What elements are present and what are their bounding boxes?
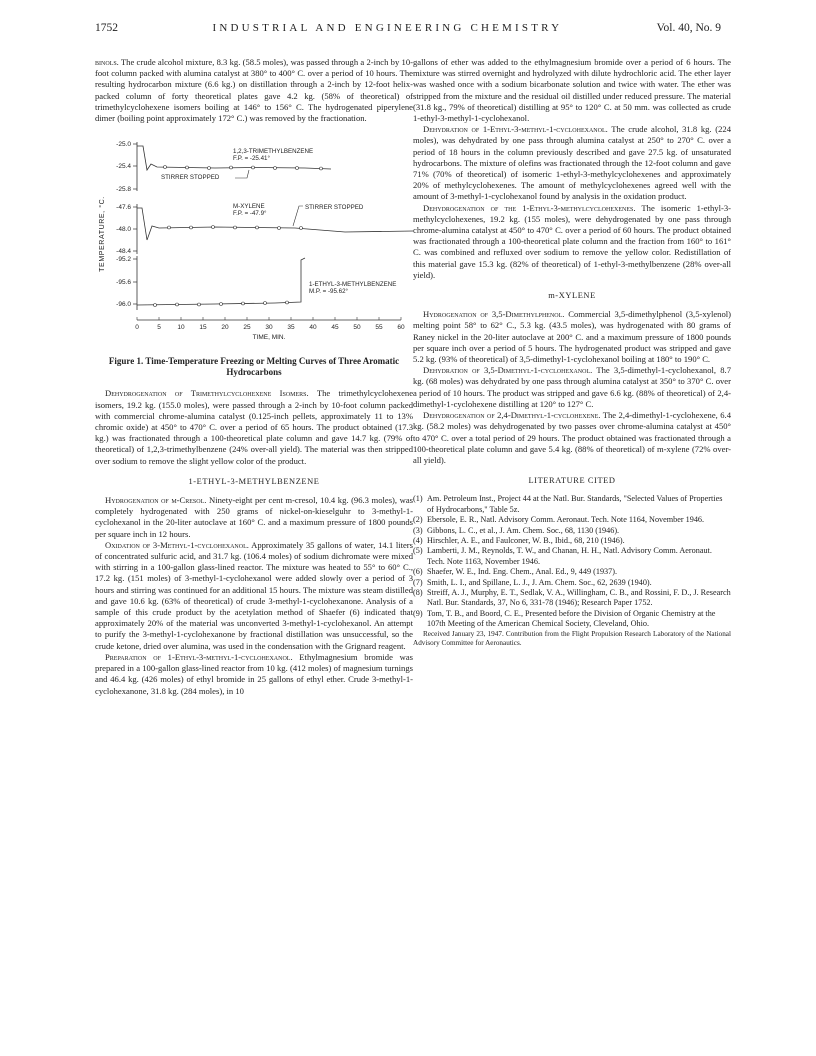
reference-item: (9) Tom, T. B., and Boord, C. E., Presented before the Division of Organic Chemistry at the 107th Meeting of the American Chemical Society, Cleveland, Ohio.: [413, 608, 716, 629]
rp1-lead: Dehydration of 1-Ethyl-3-methyl-1-cyclohexanol.: [423, 124, 608, 135]
panel3-mp: M.P. = -95.62°: [309, 288, 348, 296]
rp5-text: The 2,4-dimethyl-1-cyclohexene, 6.4 kg. (58.2 moles) was dehydrogenated by two passes over chrome-alumina catalyst at 450° to 470° C. over a total period of 29 hours. The product obtained was fractionated through a 100-theoretical plate column and gave 5.4 kg. (88% of theoretical) of m-xylene (72% over-all yield).: [413, 410, 731, 465]
x-tick-5: 5: [157, 324, 161, 332]
right-column: [413, 57, 731, 648]
paragraph-dehydration-ethyl: [413, 124, 731, 202]
x-tick-40: 40: [309, 324, 317, 332]
page-header: [95, 22, 721, 38]
panel2-tick-2: -48.0: [116, 226, 131, 234]
panel3-curve: [137, 258, 305, 305]
panel2-tick-1: -47.6: [116, 204, 131, 212]
panel1-tick-1: -25.0: [116, 141, 131, 149]
x-tick-55: 55: [375, 324, 383, 332]
reference-item: (3) Gibbons, L. C., et al., J. Am. Chem. Soc., 68, 1130 (1946).: [413, 525, 620, 535]
rp4-text: The 3,5-dimethyl-1-cyclohexanol, 8.7 kg. (68 moles) was dehydrated by one pass through alumina catalyst at 350° to 370° C. over a period of 10 hours. The product was stripped and gave 6.6 kg. (88% of theoretical) of 2,4-dimethyl-1-cyclohexene distilling at 120° to 127° C.: [413, 365, 731, 409]
p1-lead: Dehydrogenation of Trimethylcyclohexene Isomers.: [105, 388, 309, 399]
paragraph-dehydrogenation-dmch: [413, 410, 731, 466]
panel1-stirrer: STIRRER STOPPED: [161, 174, 220, 182]
reference-item: (5) Lamberti, J. M., Reynolds, T. W., and Chanan, H. H., Natl. Advisory Comm. Aeronaut. Tech. Note 1163, November 1946.: [413, 546, 712, 566]
x-ticks: [137, 317, 401, 320]
intro-text: The crude alcohol mixture, 8.3 kg. (58.5 moles), was passed through a 2-inch by 10-foot column packed with alumina catalyst at 380° to 400° C. over a period of 10 hours. The resulting hydrocarbon mixture (6.6 kg.) on distillation through a 2-inch by 12-foot helix-packed column of forty theoretical plates gave 4.2 kg. (58% of theoretical) of trimethylcyclohexene isomers boiling at 146° to 156° C. The hydrogenated piperylene dimer (boiling point approximately 172° C.) was removed by the fractionation.: [95, 57, 413, 124]
page-number: 1752: [95, 22, 118, 34]
x-tick-45: 45: [331, 324, 339, 332]
paragraph-continued: gallons of ether was added to the ethylmagnesium bromide over a period of 6 hours. The mixture was stirred overnight and hydrolyzed with dilute hydrochloric acid. The ether layer was washed once with a sodium bicarbonate solution and twice with water. The ether was stripped from the mixture and the residual oil distilled under reduced pressure. The material (31.8 kg., 79% of theoretical) distilling at 95° to 120° C. at 50 mm. was collected as crude 1-ethyl-3-methyl-1-cyclohexanol.: [413, 57, 731, 124]
panel1-fp: F.P. = -25.41°: [233, 155, 270, 163]
journal-title: INDUSTRIAL AND ENGINEERING CHEMISTRY: [212, 22, 563, 34]
x-tick-30: 30: [265, 324, 273, 332]
panel2-fp: F.P. = -47.9°: [233, 210, 267, 218]
x-tick-25: 25: [243, 324, 251, 332]
section-heading-literature: LITERATURE CITED: [528, 476, 616, 486]
intro-paragraph: [95, 57, 413, 124]
volume-info: Vol. 40, No. 9: [656, 22, 721, 34]
panel2-stirrer: STIRRER STOPPED: [305, 204, 364, 212]
paragraph-oxidation: [95, 540, 413, 652]
panel3-tick-3: -96.0: [116, 301, 131, 309]
p2-lead: Hydrogenation of m-Cresol.: [105, 495, 207, 506]
panel2-curve: [137, 208, 413, 240]
section-heading-ethylmethylbenzene: 1-ETHYL-3-METHYLBENZENE: [188, 476, 320, 486]
freezing-curve-chart: [95, 134, 413, 349]
panel3-markers: [154, 301, 289, 307]
figure-label: Figure 1.: [108, 356, 144, 367]
paragraph-dehydrogenation-ethyl: [413, 203, 731, 281]
intro-lead: binols.: [95, 57, 119, 67]
x-tick-35: 35: [287, 324, 295, 332]
rp5-lead: Dehydrogenation of 2,4-Dimethyl-1-cyclohexene.: [423, 410, 601, 421]
received-note: Received January 23, 1947. Contribution from the Flight Propulsion Research Laboratory of the National Advisory Committee for Aeronautics.: [413, 629, 731, 647]
panel3-tick-2: -95.6: [116, 279, 131, 287]
rp3-lead: Hydrogenation of 3,5-Dimethylphenol.: [423, 309, 565, 320]
chart-ylabel: TEMPERATURE, °C.: [99, 196, 106, 273]
x-tick-50: 50: [353, 324, 361, 332]
reference-item: (6) Shaefer, W. E., Ind. Eng. Chem., Anal. Ed., 9, 449 (1937).: [413, 567, 618, 577]
paragraph-hydrogenation-dmp: [413, 309, 731, 365]
p1-text: The trimethylcyclohexene isomers, 19.2 kg. (155.0 moles), were passed through a 2-inch by 10-foot column packed with commercial chrome-alumina catalyst (0.125-inch pellets, approximately 11 to 13% chromic oxide) at 450° to 470° C. over a period of 65 hours. The product obtained (17.3 kg.) was fractionated through a 100-theoretical plate column and gave 14.7 kg. (79% of theoretical) of 1,2,3-trimethylbenzene (24% over-all yield). The material was then stripped over sodium to remove the slight yellow color of the product.: [95, 388, 414, 466]
rp2-lead: Dehydrogenation of the 1-Ethyl-3-methylcyclohexenes.: [423, 202, 636, 213]
rp1-text: The crude alcohol, 31.8 kg. (224 moles), was dehydrated by one pass through alumina catalyst at 250° to 270° C. over a period of 18 hours in the column previously described and gave 27.5 kg. of unsaturated hydrocarbons. The mixture of olefins was fractionated through the 12-foot column and gave 71% (70% of theoretical) of isomeric 1-ethyl-3-methylcyclohexenes and approximately 20% of methylcyclohexenes. The amount of methylcyclohexenes agreed well with the amount of 3-methyl-1-cyclohexanol found by analysis in the oxidation product.: [413, 124, 731, 202]
p4-lead: Preparation of 1-Ethyl-3-methyl-1-cyclohexanol.: [105, 651, 293, 662]
rp2-text: The isomeric 1-ethyl-3-methylcyclohexenes, 19.2 kg. (155 moles), were dehydrogenated by one pass through chrome-alumina catalyst at 450° to 470° C. over a period of 60 hours. The product obtained was fractionated through a 100-theoretical plate column and the fraction from 160° to 161° C. was combined and refluxed over sodium to remove the yellow color. Redistillation of this material gave 15.3 kg. (82% of theoretical) of 1-ethyl-3-methylbenzene (28% over-all yield).: [413, 202, 731, 280]
figure-1: [95, 134, 413, 378]
reference-item: (8) Streiff, A. J., Murphy, E. T., Sedlak, V. A., Willingham, C. B., and Rossini, F. D., J. Research Natl. Bur. Standards, 37, No 6, 331-78 (1946); Research Paper 1752.: [413, 587, 731, 608]
left-column: [95, 57, 413, 697]
chart-xlabel: TIME, MIN.: [252, 334, 286, 342]
figure-caption: [101, 356, 407, 378]
reference-item: (2) Ebersole, E. R., Natl. Advisory Comm. Aeronaut. Tech. Note 1164, November 1946.: [413, 515, 705, 525]
panel1-label: 1,2,3-TRIMETHYLBENZENE: [233, 148, 314, 156]
reference-item: (4) Hirschler, A. E., and Faulconer, W. B., Ibid., 68, 210 (1946).: [413, 535, 625, 545]
p3-text: Approximately 35 gallons of water, 14.1 liters of concentrated sulfuric acid, and 31.7 kg. (106.4 moles) of sodium dichromate were mixed with stirring in a 100-gallon glass-lined reactor. The mixture was heated to 55° to 60° C., 17.2 kg. (151 moles) of 3-methyl-1-cyclohexanol were added slowly over a period of 3 hours and stirring was continued for an additional 15 hours. The mixture was steam distilled and gave 10.6 kg. (63% of theoretical) of crude 3-methyl-1-cyclohexanone. Analysis of a sample of this crude product by the acetylation method of Shaefer (6) indicated that approximately 20% of the material was unconverted 3-methyl-1-cyclohexanol. An attempt to purify the 3-methyl-1-cyclohexanone by fractional distillation was unsuccessful, so the crude ketone, dried over alumina, was used in the condensation with the Grignard reagent.: [95, 539, 413, 651]
x-tick-15: 15: [199, 324, 207, 332]
x-tick-60: 60: [397, 324, 405, 332]
reference-list: [413, 494, 731, 629]
rp3-text: Commercial 3,5-dimethylphenol (3,5-xylenol) melting point 58° to 62° C., 5.3 kg. (43.5 moles), was hydrogenated with 80 grams of Raney nickel in the 20-liter autoclave at 200° C. and a maximum pressure of 1800 pounds per square inch over a period of 5 hours. The hydrogenated product was stripped and gave 5.2 kg. (93% of theoretical) of 3,5-dimethyl-1-cyclohexanol boiling at 180° to 190° C.: [413, 309, 732, 365]
paragraph-hydrogenation-cresol: [95, 495, 413, 540]
panel3-tick-1: -95.2: [116, 256, 131, 264]
panel2-tick-3: -48.4: [116, 248, 131, 256]
x-tick-10: 10: [177, 324, 185, 332]
panel2-label: M-XYLENE: [233, 203, 265, 211]
x-tick-0: 0: [135, 324, 139, 332]
figure-caption-text: Time-Temperature Freezing or Melting Curves of Three Aromatic Hydrocarbons: [145, 356, 400, 378]
rp4-lead: Dehydration of 3,5-Dimethyl-1-cyclohexanol.: [423, 365, 593, 376]
section-heading-mxylene: m-XYLENE: [548, 291, 596, 301]
reference-item: (1) Am. Petroleum Inst., Project 44 at the Natl. Bur. Standards, "Selected Values of Properties of Hydrocarbons," Table 5z.: [413, 494, 723, 514]
paragraph-preparation: [95, 652, 413, 697]
p4-text: Ethylmagnesium bromide was prepared in a 100-gallon glass-lined reactor from 10 kg. (412 moles) of magnesium turnings and 46.4 kg. (426 moles) of ethyl bromide in 25 gallons of ethyl ether. Crude 3-methyl-1-cyclohexanone, 31.8 kg. (284 moles), in 10: [95, 651, 413, 696]
p2-text: Ninety-eight per cent m-cresol, 10.4 kg. (96.3 moles), was completely hydrogenated with 250 grams of nickel-on-kieselguhr to 3-methyl-1-cyclohexanol in the 20-liter autoclave at 160° C. and a maximum pressure of 1800 pounds per square inch in 12 hours.: [95, 495, 413, 539]
p3-lead: Oxidation of 3-Methyl-1-cyclohexanol.: [105, 539, 249, 550]
panel1-tick-2: -25.4: [116, 163, 131, 171]
paragraph-dehydration-dmc: [413, 365, 731, 410]
reference-item: (7) Smith, L. I., and Spillane, L. J., J. Am. Chem. Soc., 62, 2639 (1940).: [413, 577, 652, 587]
panel3-label: 1-ETHYL-3-METHYLBENZENE: [309, 281, 397, 289]
panel1-tick-3: -25.8: [116, 186, 131, 194]
paragraph-dehydrogenation-tmc: [95, 388, 413, 466]
x-tick-20: 20: [221, 324, 229, 332]
